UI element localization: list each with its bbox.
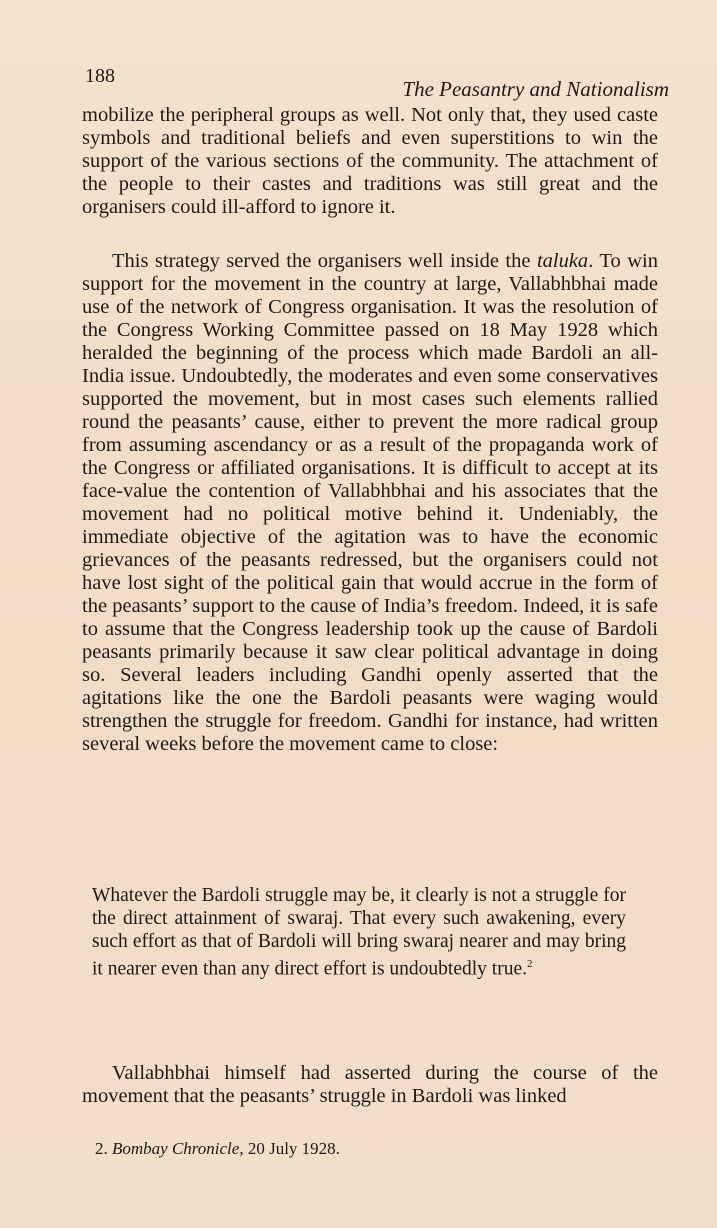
footnote-date: , 20 July 1928. [239,1139,340,1158]
page-header [0,62,717,102]
gandhi-quotation [92,884,626,981]
quotation-text: Whatever the Bardoli struggle may be, it clearly is not a struggle for the direct attainment of swaraj. That every such awakening, every such effort as that of Bardoli will bring swaraj nearer and may bring it nearer even than any direct effort is undoubtedly true. [92,885,626,980]
paragraph-3-text: Vallabhbhai himself had asserted during the course of the movement that the peasants’ struggle in Bardoli was linked [82,1062,658,1107]
footnote-reference: 2 [526,958,533,970]
running-title: The Peasantry and Nationalism [402,77,669,101]
page-number: 188 [85,65,115,87]
paragraph-2-rest: . To win support for the movement in the country at large, Vallabhbhai made use of the network of Congress organisation. It was the resolution of the Congress Working Committee passed on 18 May 1928 which heralded the beginning of the process which made Bardoli an all-India issue. Undoubtedly, the moderates and even some conservatives supported the movement, but in most cases such elements rallied round the peasants’ cause, either to prevent the more radical group from assuming ascendancy or as a result of the propaganda work of the Congress or affiliated organisations. It is difficult to accept at its face-value the contention of Vallabhbhai and his associates that the movement had no political motive behind it. Undeniably, the immediate objective of the agitation was to have the economic grievances of the peasants redressed, but the organisers could not have lost sight of the political gain that would accrue in the form of the peasants’ support to the cause of India’s freedom. Indeed, it is safe to assume that the Congress leadership took up the cause of Bardoli peasants primarily because it saw clear political advantage in doing so. Several leaders including Gandhi openly asserted that the agitations like the one the Bardoli peasants were waging would strengthen the struggle for freedom. Gandhi for instance, had written several weeks before the movement came to close: [82,250,658,755]
footnote-number: 2. [95,1139,108,1158]
paragraph-1-text: mobilize the peripheral groups as well. Not only that, they used caste symbols and traditional beliefs and even superstitions to win the support of the various sections of the community. The attachment of the people to their castes and traditions was still great and the organisers could ill-afford to ignore it. [82,104,658,218]
paragraph-2-start: This strategy served the organisers well inside the [112,250,537,272]
footnote-source: Bombay Chronicle [112,1139,240,1158]
paragraph-3 [82,1062,658,1108]
italic-term-taluka: taluka [536,250,589,272]
footnote [95,1139,340,1159]
paragraph-2 [82,250,658,756]
paragraph-2-text [82,250,658,756]
paragraph-1 [82,104,658,219]
